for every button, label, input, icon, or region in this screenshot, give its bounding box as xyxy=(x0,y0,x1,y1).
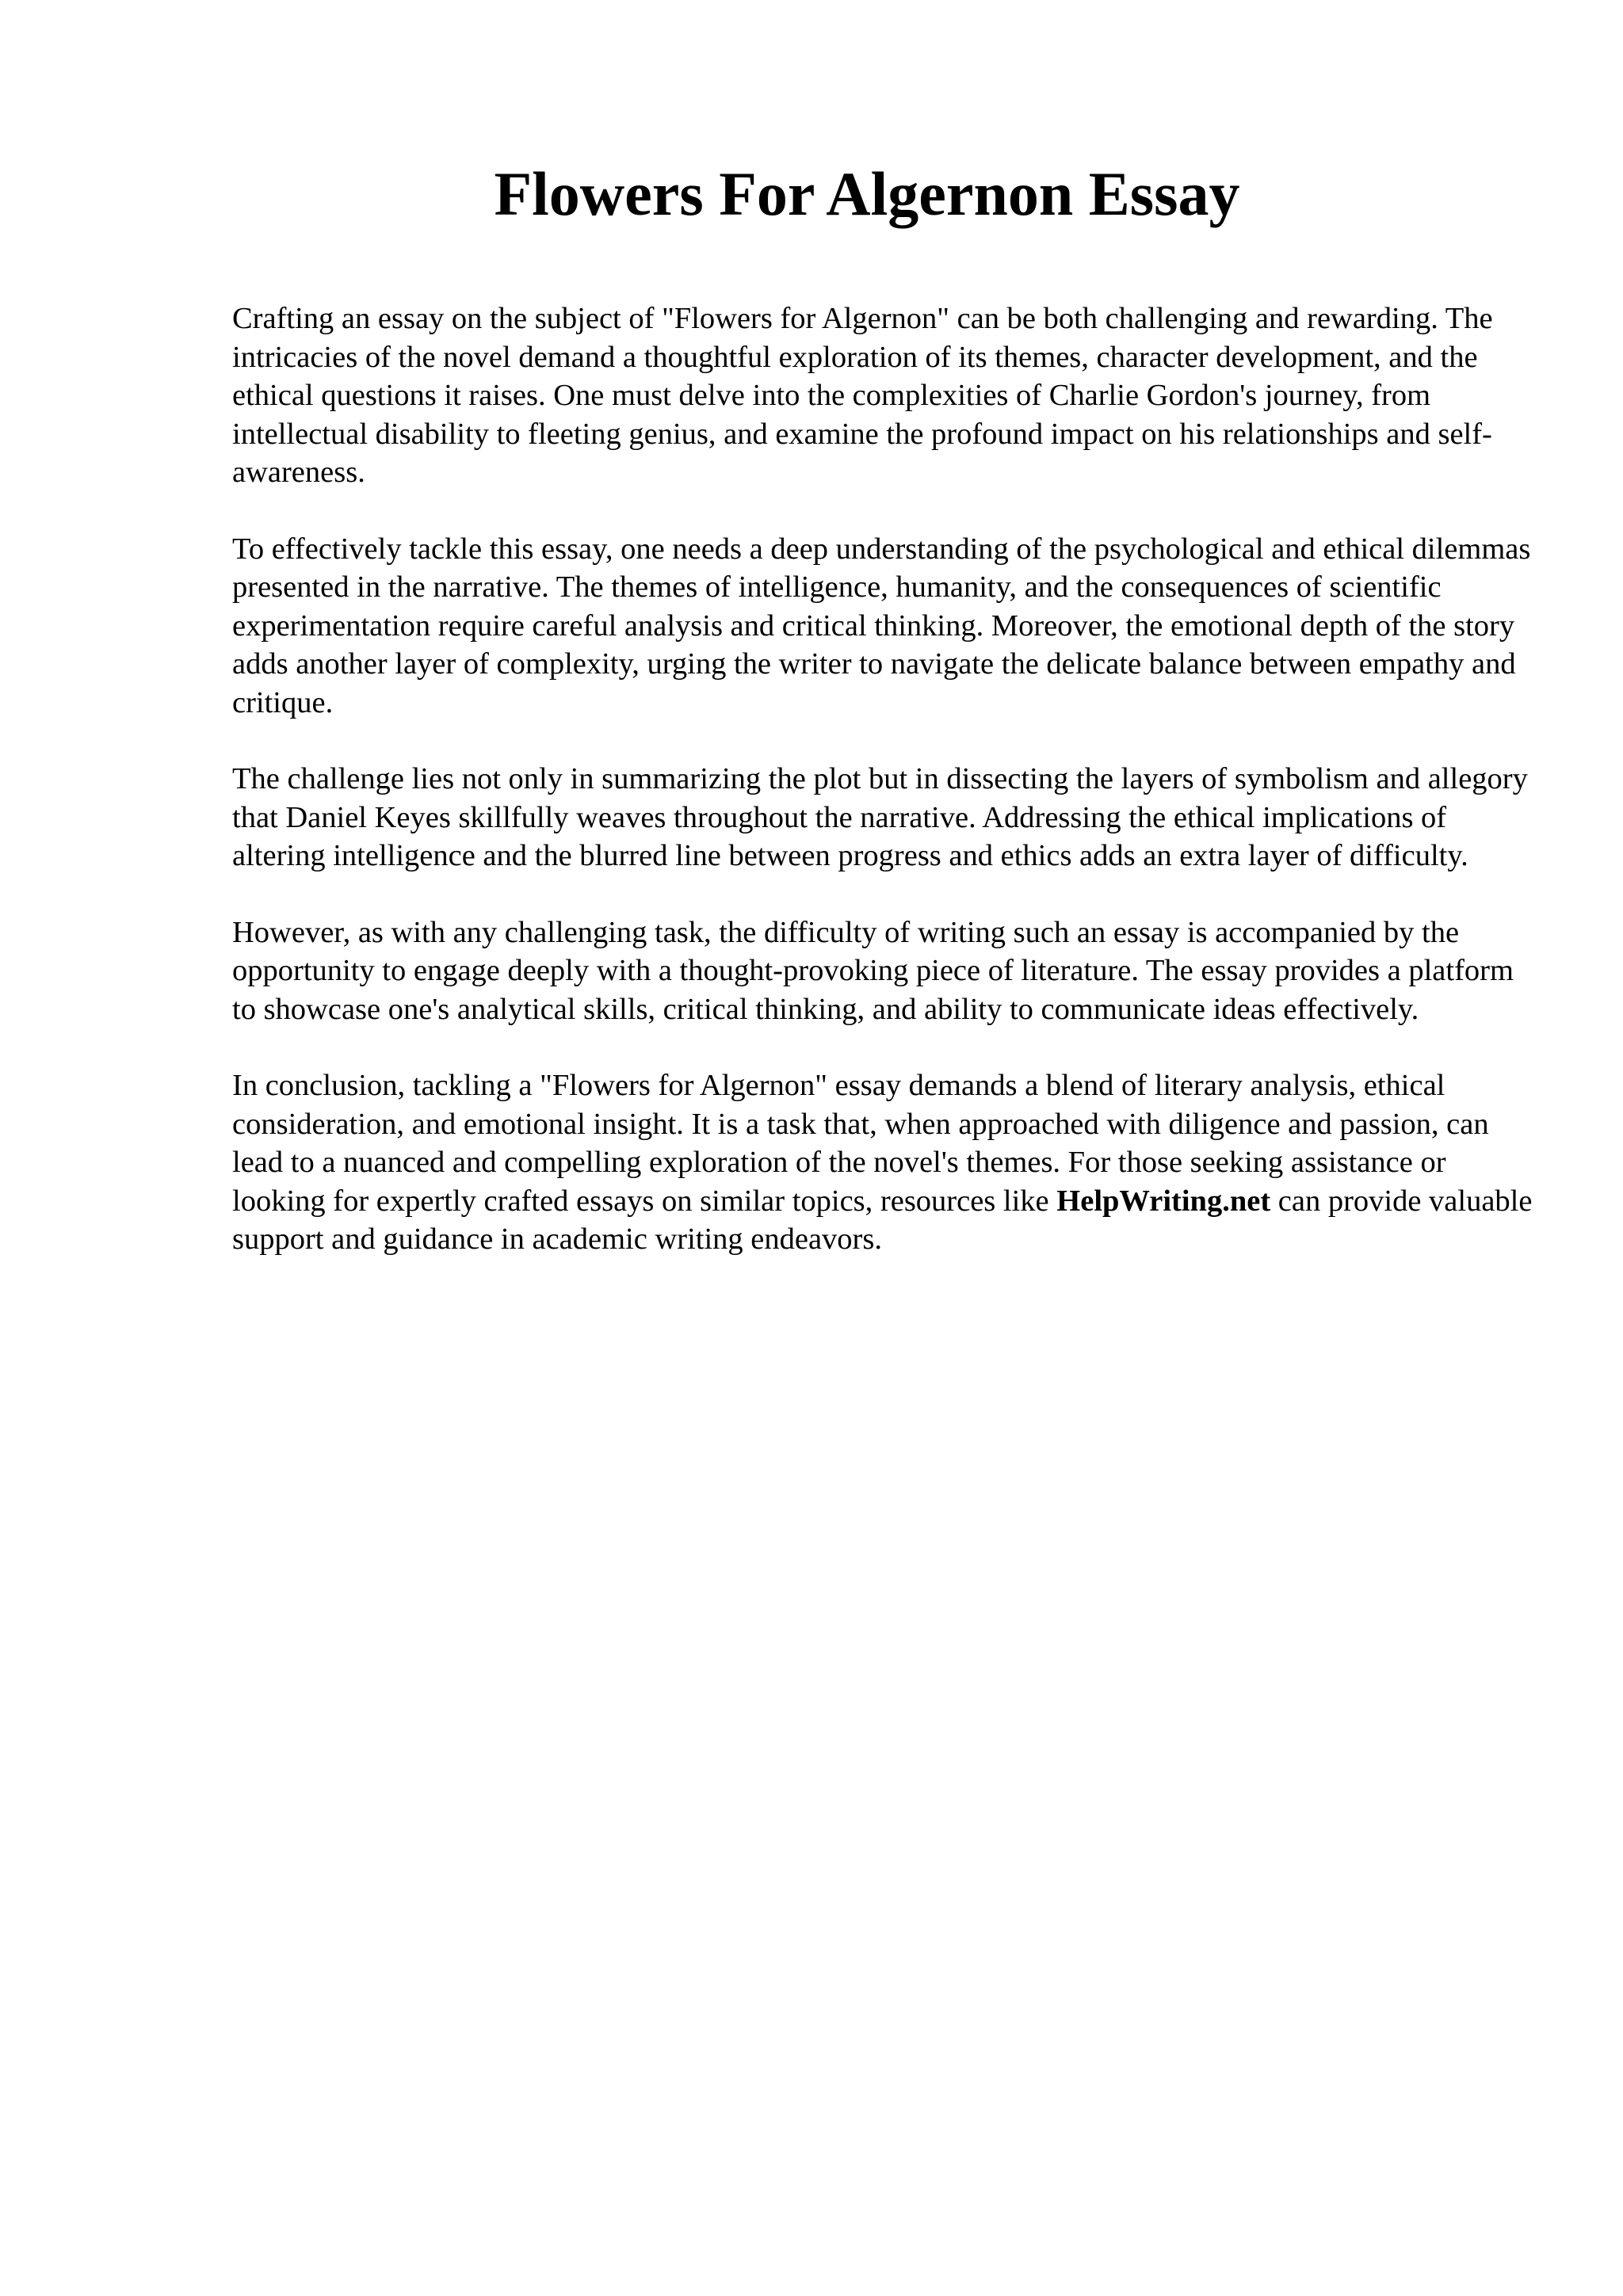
conclusion-text-before: In conclusion, tackling a "Flowers for Algernon" essay demands a blend of literary analysis, ethical consideration, and emotional insight. It is a task that, when approached with diligence and passion, can lead to a nuanced and compelling exploration of the novel's themes. For those seeking assistance or looking for expertly crafted essays on similar topics, resources like xyxy=(232,1069,1489,1218)
essay-body xyxy=(232,299,1540,1259)
essay-paragraph-3: The challenge lies not only in summarizing the plot but in dissecting the layers of symbolism and allegory that Daniel Keyes skillfully weaves throughout the narrative. Addressing the ethical implications of altering intelligence and the blurred line between progress and ethics adds an extra layer of difficulty. xyxy=(232,762,1528,872)
conclusion-text-after: can provide valuable support and guidance in academic writing endeavors. xyxy=(232,1184,1533,1256)
essay-paragraph-2: To effectively tackle this essay, one needs a deep understanding of the psychological and ethical dilemmas presented in the narrative. The themes of intelligence, humanity, and the consequences of scientific experimentation require careful analysis and critical thinking. Moreover, the emotional depth of the story adds another layer of complexity, urging the writer to navigate the delicate balance between empathy and critique. xyxy=(232,532,1531,719)
essay-paragraph-5 xyxy=(232,1066,1540,1259)
page-title: Flowers For Algernon Essay xyxy=(494,159,1240,228)
helpwriting-link[interactable]: HelpWriting.net xyxy=(1056,1184,1271,1218)
essay-paragraph-1: Crafting an essay on the subject of "Flowers for Algernon" can be both challenging and rewarding. The intricacies of the novel demand a thoughtful exploration of its themes, character development, and the ethical questions it raises. One must delve into the complexities of Charlie Gordon's journey, from intellectual disability to fleeting genius, and examine the profound impact on his relationships and self-awareness. xyxy=(232,302,1493,489)
essay-paragraph-4: However, as with any challenging task, the difficulty of writing such an essay is accompanied by the opportunity to engage deeply with a thought-provoking piece of literature. The essay provides a platform to showcase one's analytical skills, critical thinking, and ability to communicate ideas effectively. xyxy=(232,915,1514,1026)
